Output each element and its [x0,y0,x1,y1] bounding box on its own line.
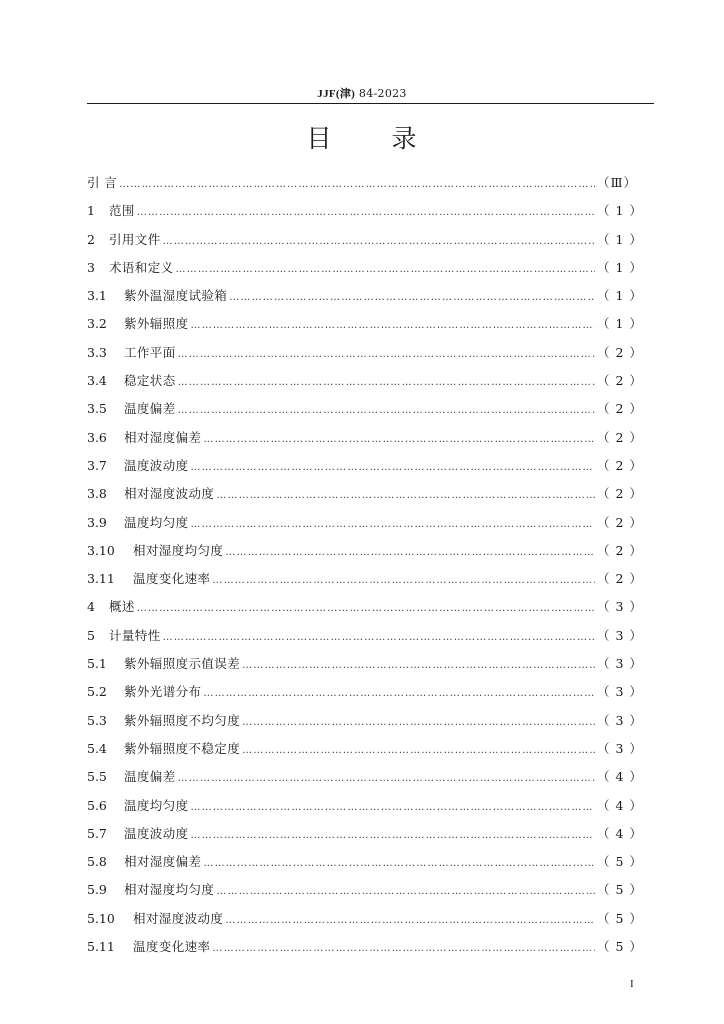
toc-entry[interactable] [87,254,643,282]
toc-dot-leader [176,256,595,284]
toc-entry-label: 计量特性 [109,627,161,643]
toc-entry-number: 3.4 [87,373,107,389]
toc-dot-leader [119,171,595,199]
toc-entry-label: 温度均匀度 [124,797,189,813]
toc-dot-leader [178,341,595,369]
toc-entry-text [87,169,117,197]
document-header [0,85,724,101]
toc-dot-leader [216,878,595,906]
toc-dot-leader [203,426,595,454]
toc-entry[interactable] [87,650,643,678]
toc-entry-page: （ 5 ） [597,939,643,955]
toc-entry-page: （ 2 ） [597,514,643,530]
toc-entry-text [87,226,161,254]
toc-entry-number: 5 [87,627,95,643]
toc-entry[interactable] [87,424,643,452]
toc-dot-leader [191,794,595,822]
toc-entry-text [87,509,189,537]
toc-entry-number: 3.8 [87,486,107,502]
toc-entry-label: 紫外温湿度试验箱 [124,288,228,304]
toc-entry-number: 3.7 [87,457,107,473]
toc-entry-label: 相对湿度波动度 [124,486,215,502]
toc-entry[interactable] [87,735,643,763]
toc-entry[interactable] [87,226,643,254]
header-code-prefix: JJF(津) [317,88,356,100]
toc-entry-label: 相对湿度均匀度 [124,882,215,898]
toc-entry-number: 3.6 [87,429,107,445]
toc-entry-text [87,452,189,480]
toc-entry-number: 3.2 [87,316,107,332]
toc-entry-label: 引 言 [87,175,118,190]
toc-entry-number: 3.11 [87,571,115,587]
toc-entry-text [87,905,223,933]
toc-entry-text [87,395,176,423]
page-number: I [630,978,634,990]
toc-entry-label: 概述 [109,599,135,615]
toc-entry-text [87,254,174,282]
toc-entry-number: 5.4 [87,740,107,756]
header-code-number: 84-2023 [355,87,407,100]
toc-entry[interactable] [87,282,643,310]
toc-entry-label: 温度波动度 [124,457,189,473]
toc-entry[interactable] [87,933,643,961]
toc-entry-page: （ 2 ） [597,429,643,445]
toc-entry-number: 5.3 [87,712,107,728]
toc-entry[interactable] [87,509,643,537]
toc-entry-number: 3.1 [87,288,107,304]
toc-dot-leader [137,199,595,227]
toc-entry-label: 温度波动度 [124,825,189,841]
toc-entry-text [87,876,214,904]
toc-entry[interactable] [87,197,643,225]
toc-dot-leader [242,737,595,765]
toc-entry[interactable] [87,537,643,565]
toc-entry-number: 5.6 [87,797,107,813]
toc-entry-label: 术语和定义 [109,259,174,275]
toc-entry-number: 5.2 [87,684,107,700]
toc-entry-label: 紫外辐照度示值误差 [124,656,241,672]
toc-entry-page: （ 4 ） [597,825,643,841]
toc-entry[interactable] [87,905,643,933]
toc-entry-page: （ 4 ） [597,769,643,785]
toc-entry[interactable] [87,622,643,650]
toc-entry-page: （ 2 ） [597,486,643,502]
toc-entry-text [87,424,201,452]
toc-entry-number: 5.11 [87,939,115,955]
toc-entry-text [87,735,240,763]
toc-entry-text [87,197,135,225]
toc-dot-leader [178,369,595,397]
toc-entry-page: （ 3 ） [597,684,643,700]
toc-entry-page: （ 2 ） [597,542,643,558]
toc-entry-label: 范围 [109,203,135,219]
toc-entry-page: （ 2 ） [597,401,643,417]
toc-entry-number: 5.10 [87,910,115,926]
toc-entry[interactable] [87,339,643,367]
toc-entry[interactable] [87,565,643,593]
toc-entry-text [87,593,135,621]
toc-entry-text [87,933,210,961]
toc-entry-label: 温度变化速率 [133,571,211,587]
toc-dot-leader [178,397,595,425]
toc-entry-page: （ 3 ） [597,712,643,728]
toc-entry-page: （ 1 ） [597,288,643,304]
toc-entry-label: 紫外辐照度 [124,316,189,332]
toc-entry-label: 相对湿度偏差 [124,854,202,870]
toc-dot-leader [216,482,595,510]
toc-dot-leader [191,454,595,482]
toc-entry-label: 工作平面 [124,344,176,360]
toc-entry-number: 4 [87,599,95,615]
toc-entry-number: 5.5 [87,769,107,785]
toc-entry[interactable] [87,310,643,338]
toc-dot-leader [225,539,595,567]
toc-dot-leader [212,567,595,595]
toc-entry-page: （ 1 ） [597,231,643,247]
table-of-contents [87,169,643,961]
toc-entry-text [87,707,240,735]
toc-entry-text [87,537,223,565]
toc-entry-label: 温度偏差 [124,769,176,785]
toc-entry-page: （Ⅲ） [597,175,638,190]
toc-entry-text [87,310,189,338]
toc-entry-page: （ 2 ） [597,344,643,360]
toc-entry[interactable] [87,593,643,621]
toc-dot-leader [191,511,595,539]
toc-dot-leader [178,765,595,793]
toc-entry-page: （ 5 ） [597,910,643,926]
toc-entry[interactable] [87,480,643,508]
toc-entry-label: 紫外辐照度不稳定度 [124,740,241,756]
toc-entry-text [87,282,227,310]
toc-dot-leader [212,935,595,963]
toc-dot-leader [191,822,595,850]
toc-entry-number: 5.8 [87,854,107,870]
toc-entry-number: 3.3 [87,344,107,360]
toc-entry[interactable] [87,367,643,395]
page-title: 目 录 [306,124,418,153]
header-rule [87,103,654,104]
toc-entry-number: 3.9 [87,514,107,530]
toc-entry-label: 温度偏差 [124,401,176,417]
toc-dot-leader [242,709,595,737]
toc-entry-text [87,848,201,876]
toc-entry[interactable] [87,848,643,876]
toc-entry-number: 3 [87,259,95,275]
toc-entry[interactable] [87,707,643,735]
toc-entry-page: （ 3 ） [597,740,643,756]
toc-entry[interactable] [87,169,638,197]
toc-dot-leader [203,850,595,878]
toc-entry-number: 5.9 [87,882,107,898]
toc-entry[interactable] [87,876,643,904]
toc-entry-text [87,622,161,650]
toc-entry-label: 温度均匀度 [124,514,189,530]
toc-entry-text [87,792,189,820]
toc-entry-page: （ 1 ） [597,203,643,219]
toc-entry[interactable] [87,678,643,706]
toc-entry-text [87,650,240,678]
toc-entry-number: 3.10 [87,542,115,558]
toc-entry-page: （ 3 ） [597,627,643,643]
toc-entry[interactable] [87,395,643,423]
toc-entry-text [87,339,176,367]
toc-dot-leader [191,312,595,340]
toc-entry-number: 3.5 [87,401,107,417]
toc-entry-text [87,763,176,791]
toc-dot-leader [229,284,595,312]
toc-entry-page: （ 3 ） [597,599,643,615]
toc-dot-leader [225,907,595,935]
toc-entry-page: （ 1 ） [597,259,643,275]
toc-dot-leader [203,680,595,708]
toc-entry-page: （ 3 ） [597,656,643,672]
toc-entry-number: 2 [87,231,95,247]
toc-entry-page: （ 2 ） [597,373,643,389]
toc-entry-number: 1 [87,203,95,219]
toc-entry-text [87,367,176,395]
toc-entry-label: 引用文件 [109,231,161,247]
toc-entry-label: 温度变化速率 [133,939,211,955]
toc-entry-page: （ 2 ） [597,457,643,473]
toc-entry[interactable] [87,763,643,791]
toc-entry-page: （ 4 ） [597,797,643,813]
toc-entry[interactable] [87,820,643,848]
toc-entry-label: 紫外光谱分布 [124,684,202,700]
toc-entry-text [87,678,201,706]
toc-entry-label: 相对湿度波动度 [133,910,224,926]
toc-entry-label: 稳定状态 [124,373,176,389]
toc-entry-number: 5.1 [87,656,107,672]
toc-entry-text [87,565,210,593]
toc-entry-page: （ 5 ） [597,854,643,870]
toc-entry[interactable] [87,792,643,820]
toc-entry-label: 相对湿度偏差 [124,429,202,445]
toc-dot-leader [242,652,595,680]
toc-entry-number: 5.7 [87,825,107,841]
toc-entry-label: 紫外辐照度不均匀度 [124,712,241,728]
toc-dot-leader [137,595,595,623]
toc-entry[interactable] [87,452,643,480]
toc-entry-page: （ 1 ） [597,316,643,332]
toc-entry-page: （ 2 ） [597,571,643,587]
toc-entry-text [87,480,214,508]
toc-entry-label: 相对湿度均匀度 [133,542,224,558]
toc-dot-leader [163,228,595,256]
toc-dot-leader [163,624,595,652]
toc-entry-text [87,820,189,848]
toc-entry-page: （ 5 ） [597,882,643,898]
